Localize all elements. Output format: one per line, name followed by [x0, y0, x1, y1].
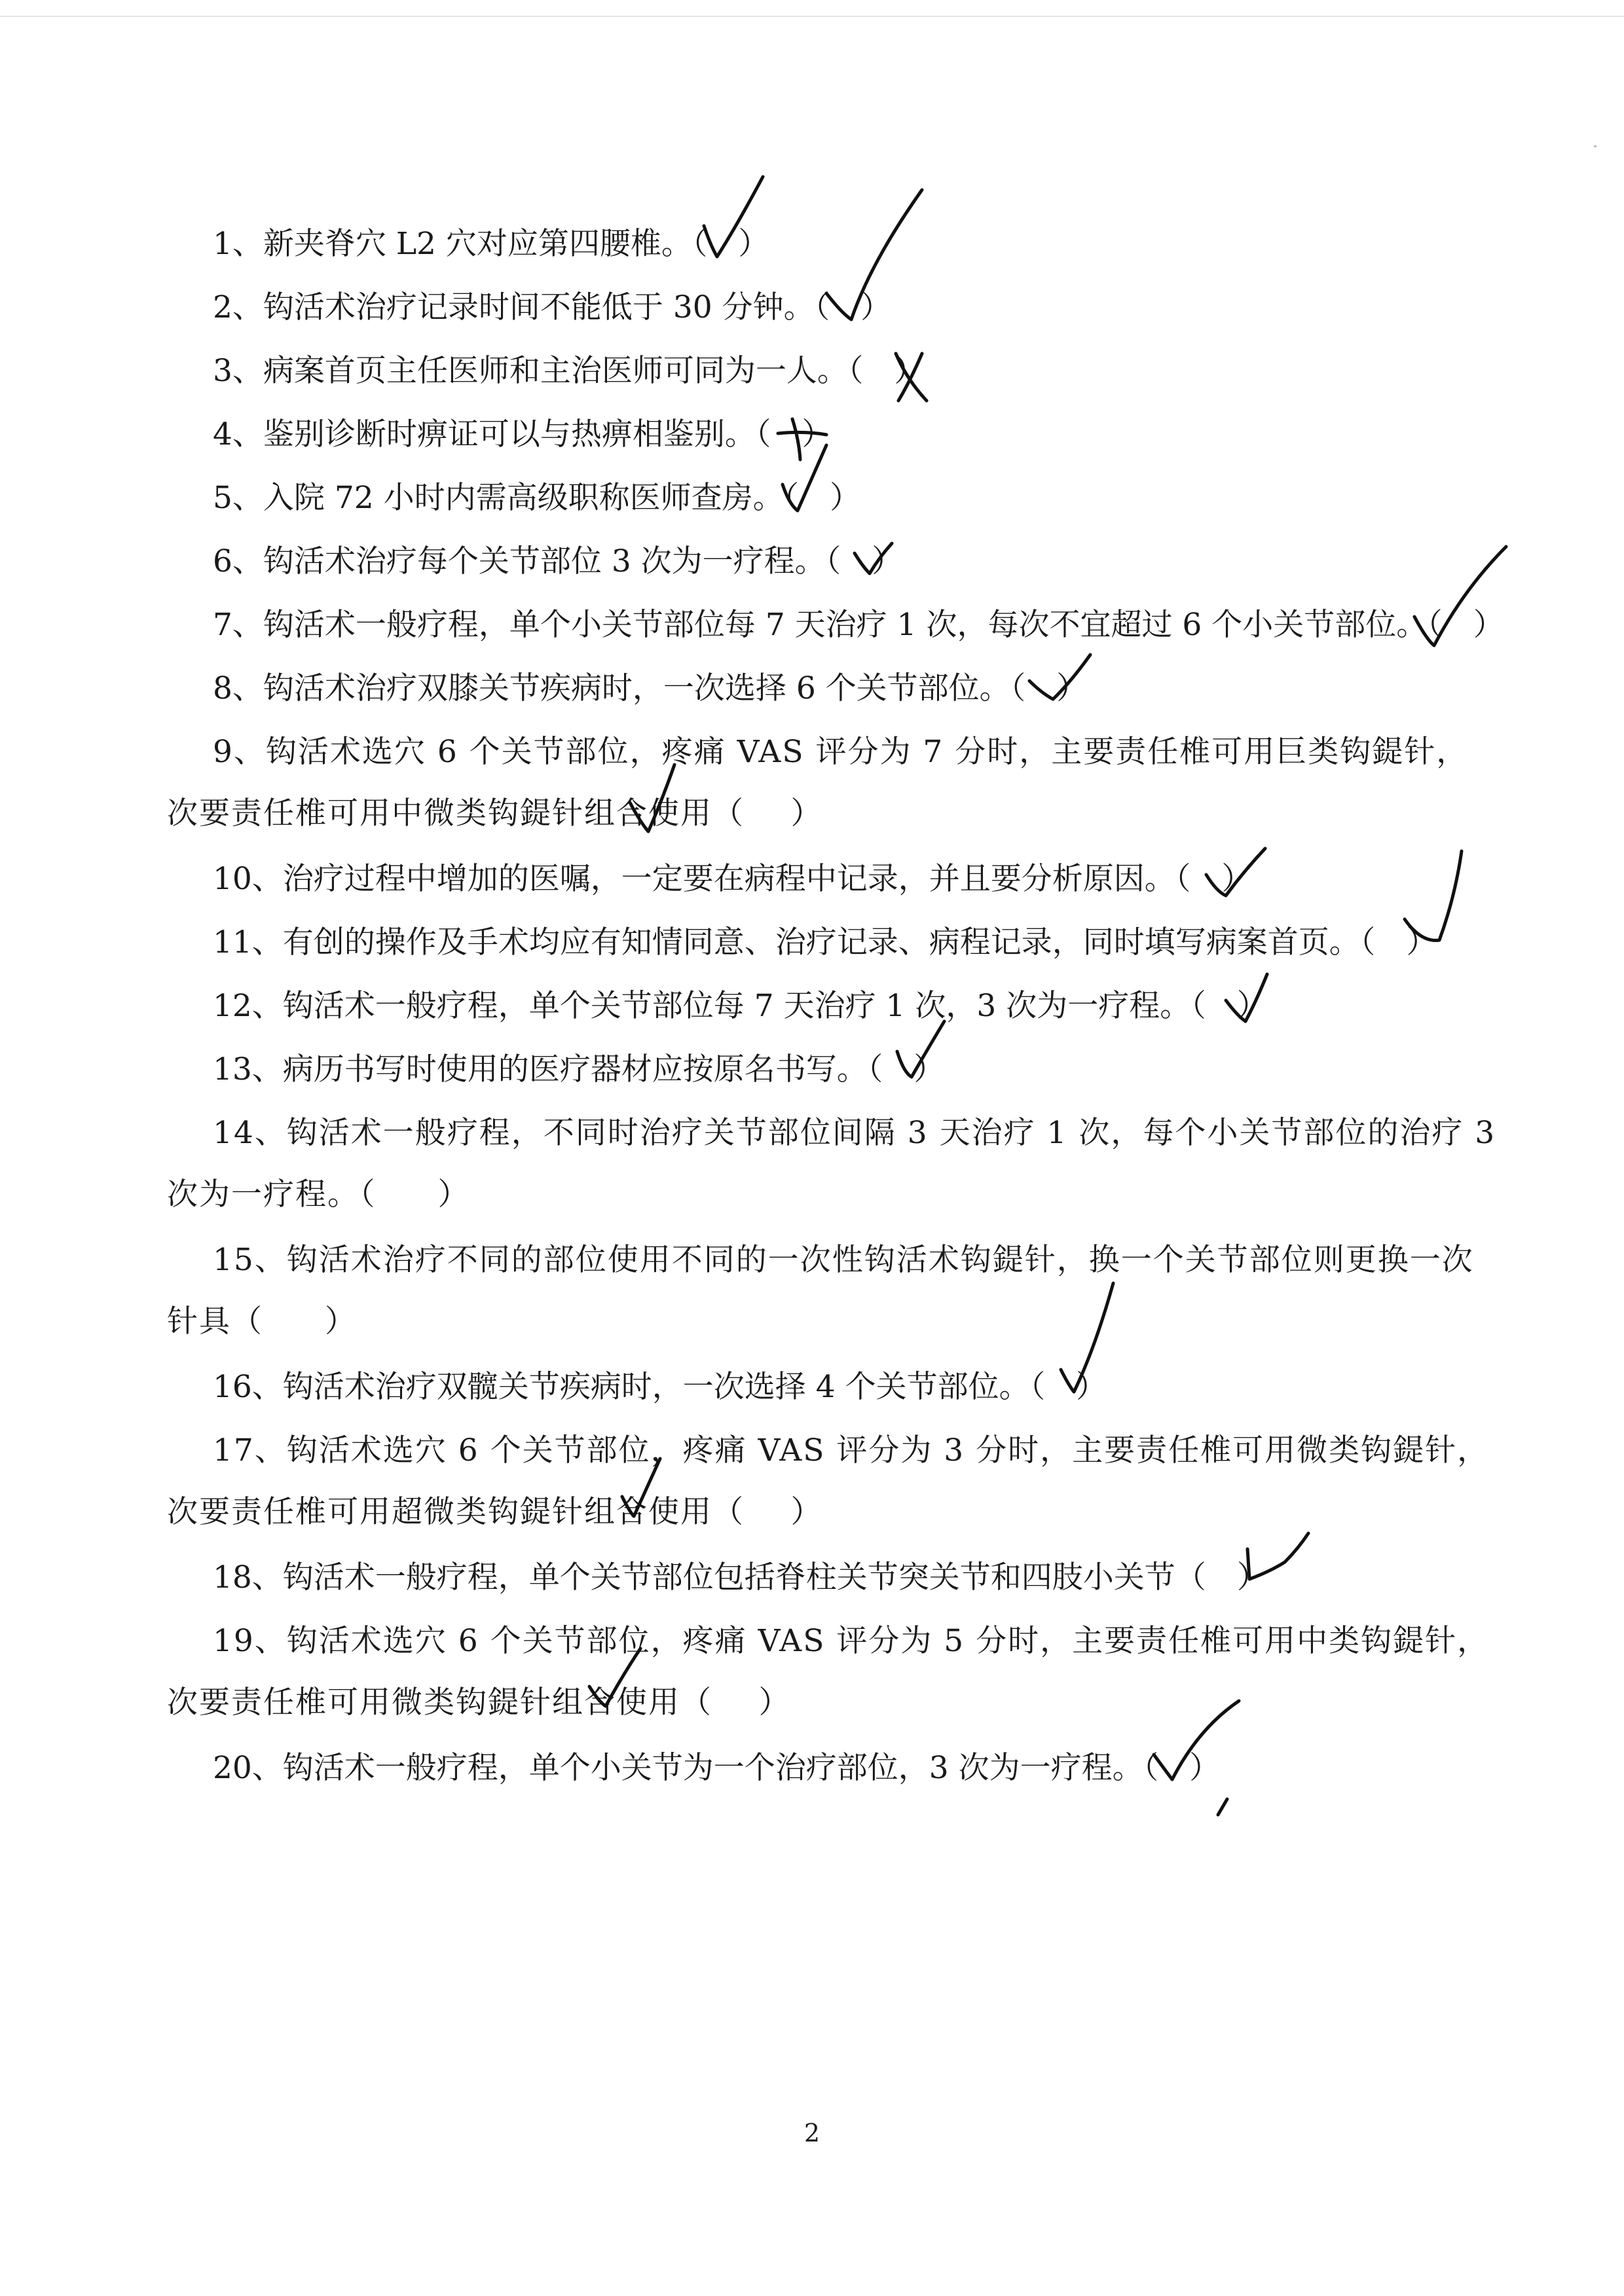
- question-1: [167, 213, 1496, 275]
- question-3: [167, 340, 1496, 402]
- question-20-paren-close: ）: [1189, 1750, 1221, 1786]
- question-1-text: 1、新夹脊穴 L2 穴对应第四腰椎。（: [213, 226, 708, 262]
- question-13-text: 13、病历书写时使用的医疗器材应按原名书写。（: [213, 1051, 883, 1087]
- question-12: [167, 975, 1496, 1037]
- question-5-paren-close: ）: [830, 480, 861, 516]
- question-10-text: 10、治疗过程中增加的医嘱，一定要在病程中记录，并且要分析原因。（: [213, 861, 1191, 897]
- question-17-text: 17、钩活术选穴 6 个关节部位，疼痛 VAS 评分为 3 分时，主要责任椎可用微类钩鍉针，次要责任椎可用超微类钩鍉针组合使用（: [167, 1432, 1490, 1530]
- question-14: [167, 1102, 1496, 1226]
- question-18: [167, 1547, 1496, 1609]
- question-4-text: 4、鉴别诊断时痹证可以与热痹相鉴别。（: [213, 416, 771, 452]
- question-10-paren-close: ）: [1221, 861, 1253, 897]
- question-8-paren-close: ）: [1056, 670, 1088, 706]
- question-3-text: 3、病案首页主任医师和主治医师可同为一人。（: [213, 353, 864, 389]
- question-2: [167, 277, 1496, 338]
- question-15: [167, 1230, 1496, 1353]
- question-9-text: 9、钩活术选穴 6 个关节部位，疼痛 VAS 评分为 7 分时，主要责任椎可用巨类钩鍉针，次要责任椎可用中微类钩鍉针组合使用（: [167, 734, 1469, 831]
- question-7-paren-close: ）: [1473, 607, 1504, 643]
- question-14-paren-close: ）: [437, 1176, 469, 1212]
- question-6-paren-close: ）: [872, 543, 903, 579]
- question-7: [167, 594, 1504, 656]
- question-12-text: 12、钩活术一般疗程，单个关节部位每 7 天治疗 1 次，3 次为一疗程。（: [213, 988, 1206, 1024]
- question-19: [167, 1611, 1496, 1734]
- question-3-paren-close: ）: [894, 353, 925, 389]
- question-9: [167, 721, 1496, 845]
- question-6-text: 6、钩活术治疗每个关节部位 3 次为一疗程。（: [213, 543, 841, 579]
- question-15-text: 15、钩活术治疗不同的部位使用不同的一次性钩活术钩鍉针，换一个关节部位则更换一次针具（: [167, 1242, 1474, 1339]
- question-11-text: 11、有创的操作及手术均应有知情同意、治疗记录、病程记录，同时填写病案首页。（: [213, 924, 1376, 960]
- question-16: [167, 1357, 1496, 1418]
- question-4: [167, 404, 1496, 465]
- question-7-text: 7、钩活术一般疗程，单个小关节部位每 7 天治疗 1 次，每次不宜超过 6 个小关节部位。（: [213, 607, 1443, 643]
- question-8-text: 8、钩活术治疗双膝关节疾病时，一次选择 6 个关节部位。（: [213, 670, 1026, 706]
- question-2-paren-close: ）: [860, 289, 892, 325]
- question-1-paren-close: ）: [738, 226, 769, 262]
- question-17-paren-close: ）: [790, 1494, 822, 1530]
- question-13-paren-close: ）: [913, 1051, 945, 1087]
- question-6: [167, 531, 1496, 592]
- scan-speck: [1594, 145, 1596, 147]
- question-11-paren-close: ）: [1406, 924, 1437, 960]
- stray-pen-mark: [1218, 1799, 1227, 1815]
- question-18-text: 18、钩活术一般疗程，单个关节部位包括脊柱关节突关节和四肢小关节（: [213, 1559, 1206, 1595]
- question-17: [167, 1420, 1496, 1543]
- question-12-paren-close: ）: [1236, 988, 1268, 1024]
- question-10: [167, 848, 1496, 910]
- question-15-paren-close: ）: [325, 1303, 356, 1339]
- question-20-text: 20、钩活术一般疗程，单个小关节为一个治疗部位，3 次为一疗程。（: [213, 1750, 1159, 1786]
- question-14-text: 14、钩活术一般疗程，不同时治疗关节部位间隔 3 天治疗 1 次，每个小关节部位的治疗 3 次为一疗程。（: [167, 1115, 1496, 1212]
- question-2-text: 2、钩活术治疗记录时间不能低于 30 分钟。（: [213, 289, 830, 325]
- question-11: [167, 912, 1496, 974]
- question-9-paren-close: ）: [790, 795, 822, 831]
- scan-top-edge: [0, 16, 1624, 17]
- question-18-paren-close: ）: [1236, 1559, 1268, 1595]
- question-20: [167, 1738, 1496, 1799]
- question-5-text: 5、入院 72 小时内需高级职称医师查房。（: [213, 480, 800, 516]
- question-16-paren-close: ）: [1076, 1369, 1107, 1405]
- question-4-paren-close: ）: [802, 416, 833, 452]
- question-19-paren-close: ）: [758, 1685, 790, 1721]
- page-number: 2: [803, 2119, 821, 2147]
- question-19-text: 19、钩活术选穴 6 个关节部位，疼痛 VAS 评分为 5 分时，主要责任椎可用中类钩鍉针，次要责任椎可用微类钩鍉针组合使用（: [167, 1623, 1490, 1721]
- question-13: [167, 1039, 1496, 1101]
- question-5: [167, 467, 1496, 529]
- question-8: [167, 658, 1496, 720]
- question-16-text: 16、钩活术治疗双髋关节疾病时，一次选择 4 个关节部位。（: [213, 1369, 1046, 1405]
